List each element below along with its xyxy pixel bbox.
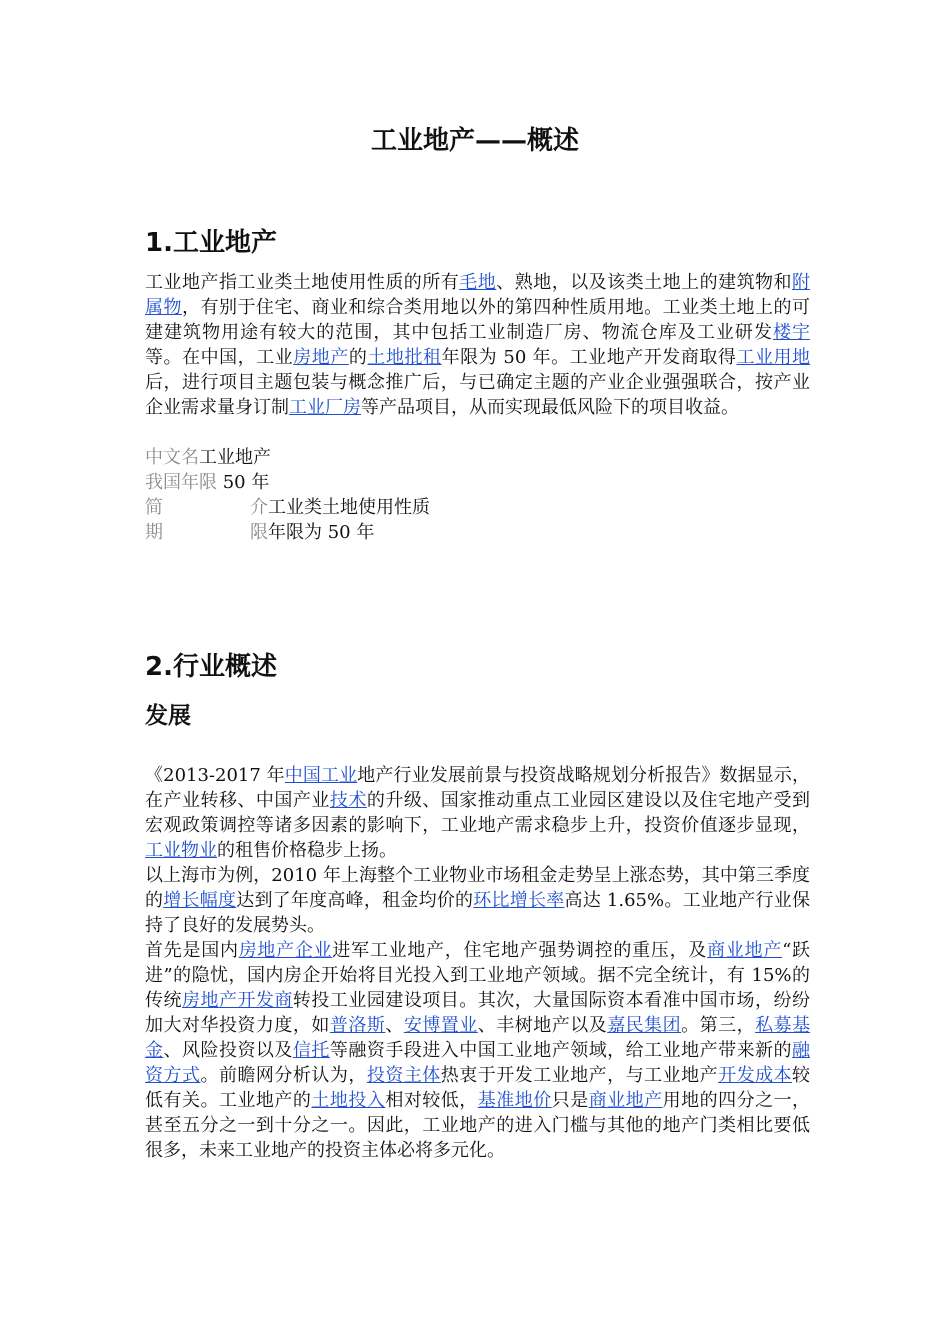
- inline-link[interactable]: 房地产: [293, 347, 349, 368]
- info-value-chinese-name: 工业地产: [199, 447, 271, 468]
- inline-link[interactable]: 商业地产: [707, 940, 783, 961]
- info-value-period: 年限为 50 年: [268, 522, 375, 543]
- text-run: 工业地产指工业类土地使用性质的所有: [145, 272, 460, 293]
- inline-link[interactable]: 增长幅度: [163, 890, 237, 911]
- info-box: [145, 445, 545, 545]
- inline-link[interactable]: 工业物业: [145, 840, 217, 861]
- info-label-chinese-name: 中文名: [145, 447, 199, 468]
- text-run: 、风险投资以及: [163, 1040, 293, 1061]
- text-run: “跃进”的隐忧，国内房企开始将目光投入到工业地产领域。据不完全统计，有 15%的传统: [145, 940, 811, 1011]
- info-label-intro-b: 介: [250, 497, 268, 518]
- inline-link[interactable]: 工业厂房: [289, 397, 361, 418]
- text-run: 只是: [551, 1090, 589, 1111]
- inline-link[interactable]: 融资方式: [145, 1040, 811, 1086]
- text-run: 、熟地，以及该类土地上的建筑物和: [496, 272, 793, 293]
- text-run: 进军工业地产，住宅地产强势调控的重压，及: [332, 940, 708, 961]
- inline-link[interactable]: 私募基金: [145, 1015, 811, 1061]
- section-2-paragraph-1: [145, 763, 810, 863]
- inline-link[interactable]: 技术: [329, 790, 367, 811]
- inline-link[interactable]: 毛地: [459, 272, 497, 293]
- inline-link[interactable]: 环比增长率: [473, 890, 565, 911]
- inline-link[interactable]: 房地产开发商: [181, 990, 293, 1011]
- text-run: 《2013-2017 年: [145, 765, 285, 786]
- inline-link[interactable]: 投资主体: [366, 1065, 441, 1086]
- text-run: 后，进行项目主题包装与概念推广后，与已确定主题的产业企业强强联合，按产业企业需求量身订制: [145, 372, 810, 418]
- text-run: 的升级、国家推动重点工业园区建设以及住宅地产受到宏观政策调控等诸多因素的影响下，工业地产需求稳步上升，投资价值逐步显现，: [145, 790, 811, 836]
- inline-link[interactable]: 土地投入: [311, 1090, 386, 1111]
- inline-link[interactable]: 开发成本: [718, 1065, 793, 1086]
- text-run: 用地的四分之一，甚至五分之一到十分之一。因此，工业地产的进入门槛与其他的地产门类相比要低很多，未来工业地产的投资主体必将多元化。: [145, 1090, 811, 1161]
- text-run: 转投工业园建设项目。其次，大量国际资本看准中国市场，纷纷加大对华投资力度，如: [145, 990, 811, 1036]
- inline-link[interactable]: 嘉民集团: [607, 1015, 682, 1036]
- text-run: 高达 1.65%。工业地产行业保持了良好的发展势头。: [145, 890, 811, 936]
- info-label-term: 我国年限: [145, 472, 217, 493]
- info-row-period: [145, 520, 545, 545]
- section-2-paragraph-2: [145, 863, 810, 938]
- text-run: 。前瞻网分析认为，: [200, 1065, 367, 1086]
- text-run: 地产行业发展前景与投资战略规划分析报告》数据显示，在产业转移、中国产业: [145, 765, 811, 811]
- text-run: ，有别于住宅、商业和综合类用地以外的第四种性质用地。工业类土地上的可建建筑物用途有较大的范围，其中包括工业制造厂房、物流仓库及工业研发: [145, 297, 811, 343]
- inline-link[interactable]: 房地产企业: [238, 940, 333, 961]
- inline-link[interactable]: 工业用地: [736, 347, 811, 368]
- info-row-term: [145, 470, 545, 495]
- inline-link[interactable]: 附属物: [145, 272, 811, 318]
- inline-link[interactable]: 信托: [292, 1040, 330, 1061]
- section-1-heading: 1.工业地产: [145, 228, 277, 258]
- text-run: 、: [385, 1015, 404, 1036]
- inline-link[interactable]: 商业地产: [588, 1090, 663, 1111]
- section-2-subheading: 发展: [145, 703, 191, 729]
- section-2-heading: 2.行业概述: [145, 652, 277, 682]
- inline-link[interactable]: 中国工业: [284, 765, 358, 786]
- info-row-chinese-name: [145, 445, 545, 470]
- text-run: 相对较低，: [385, 1090, 478, 1111]
- page-title: 工业地产——概述: [370, 126, 579, 156]
- text-run: 的租售价格稳步上扬。: [217, 840, 397, 861]
- section-1-paragraph: [145, 270, 810, 420]
- text-run: 较低有关。工业地产的: [145, 1065, 811, 1111]
- info-row-intro: [145, 495, 545, 520]
- inline-link[interactable]: 安博置业: [403, 1015, 478, 1036]
- info-value-term: 50 年: [222, 472, 270, 493]
- text-run: 等融资手段进入中国工业地产领域，给工业地产带来新的: [329, 1040, 793, 1061]
- info-label-period-b: 限: [250, 522, 268, 543]
- info-label-intro-a: 简: [145, 497, 163, 518]
- info-value-intro: 工业类土地使用性质: [268, 497, 430, 518]
- inline-link[interactable]: 土地批租: [367, 347, 442, 368]
- text-run: 。第三，: [681, 1015, 756, 1036]
- inline-link[interactable]: 楼宇: [772, 322, 810, 343]
- text-run: 达到了年度高峰，租金均价的: [236, 890, 474, 911]
- section-2-paragraph-3: [145, 938, 810, 1163]
- text-run: 以上海市为例，2010 年上海整个工业物业市场租金走势呈上涨态势，其中第三季度的: [145, 865, 810, 911]
- text-run: 、丰树地产以及: [477, 1015, 608, 1036]
- text-run: 首先是国内: [145, 940, 239, 961]
- text-run: 等。在中国，工业: [145, 347, 294, 368]
- inline-link[interactable]: 普洛斯: [329, 1015, 386, 1036]
- info-label-period-a: 期: [145, 522, 163, 543]
- text-run: 的: [348, 347, 368, 368]
- text-run: 年限为 50 年。工业地产开发商取得: [441, 347, 737, 368]
- text-run: 等产品项目，从而实现最低风险下的项目收益。: [361, 397, 739, 418]
- inline-link[interactable]: 基准地价: [477, 1090, 552, 1111]
- text-run: 热衷于开发工业地产，与工业地产: [440, 1065, 719, 1086]
